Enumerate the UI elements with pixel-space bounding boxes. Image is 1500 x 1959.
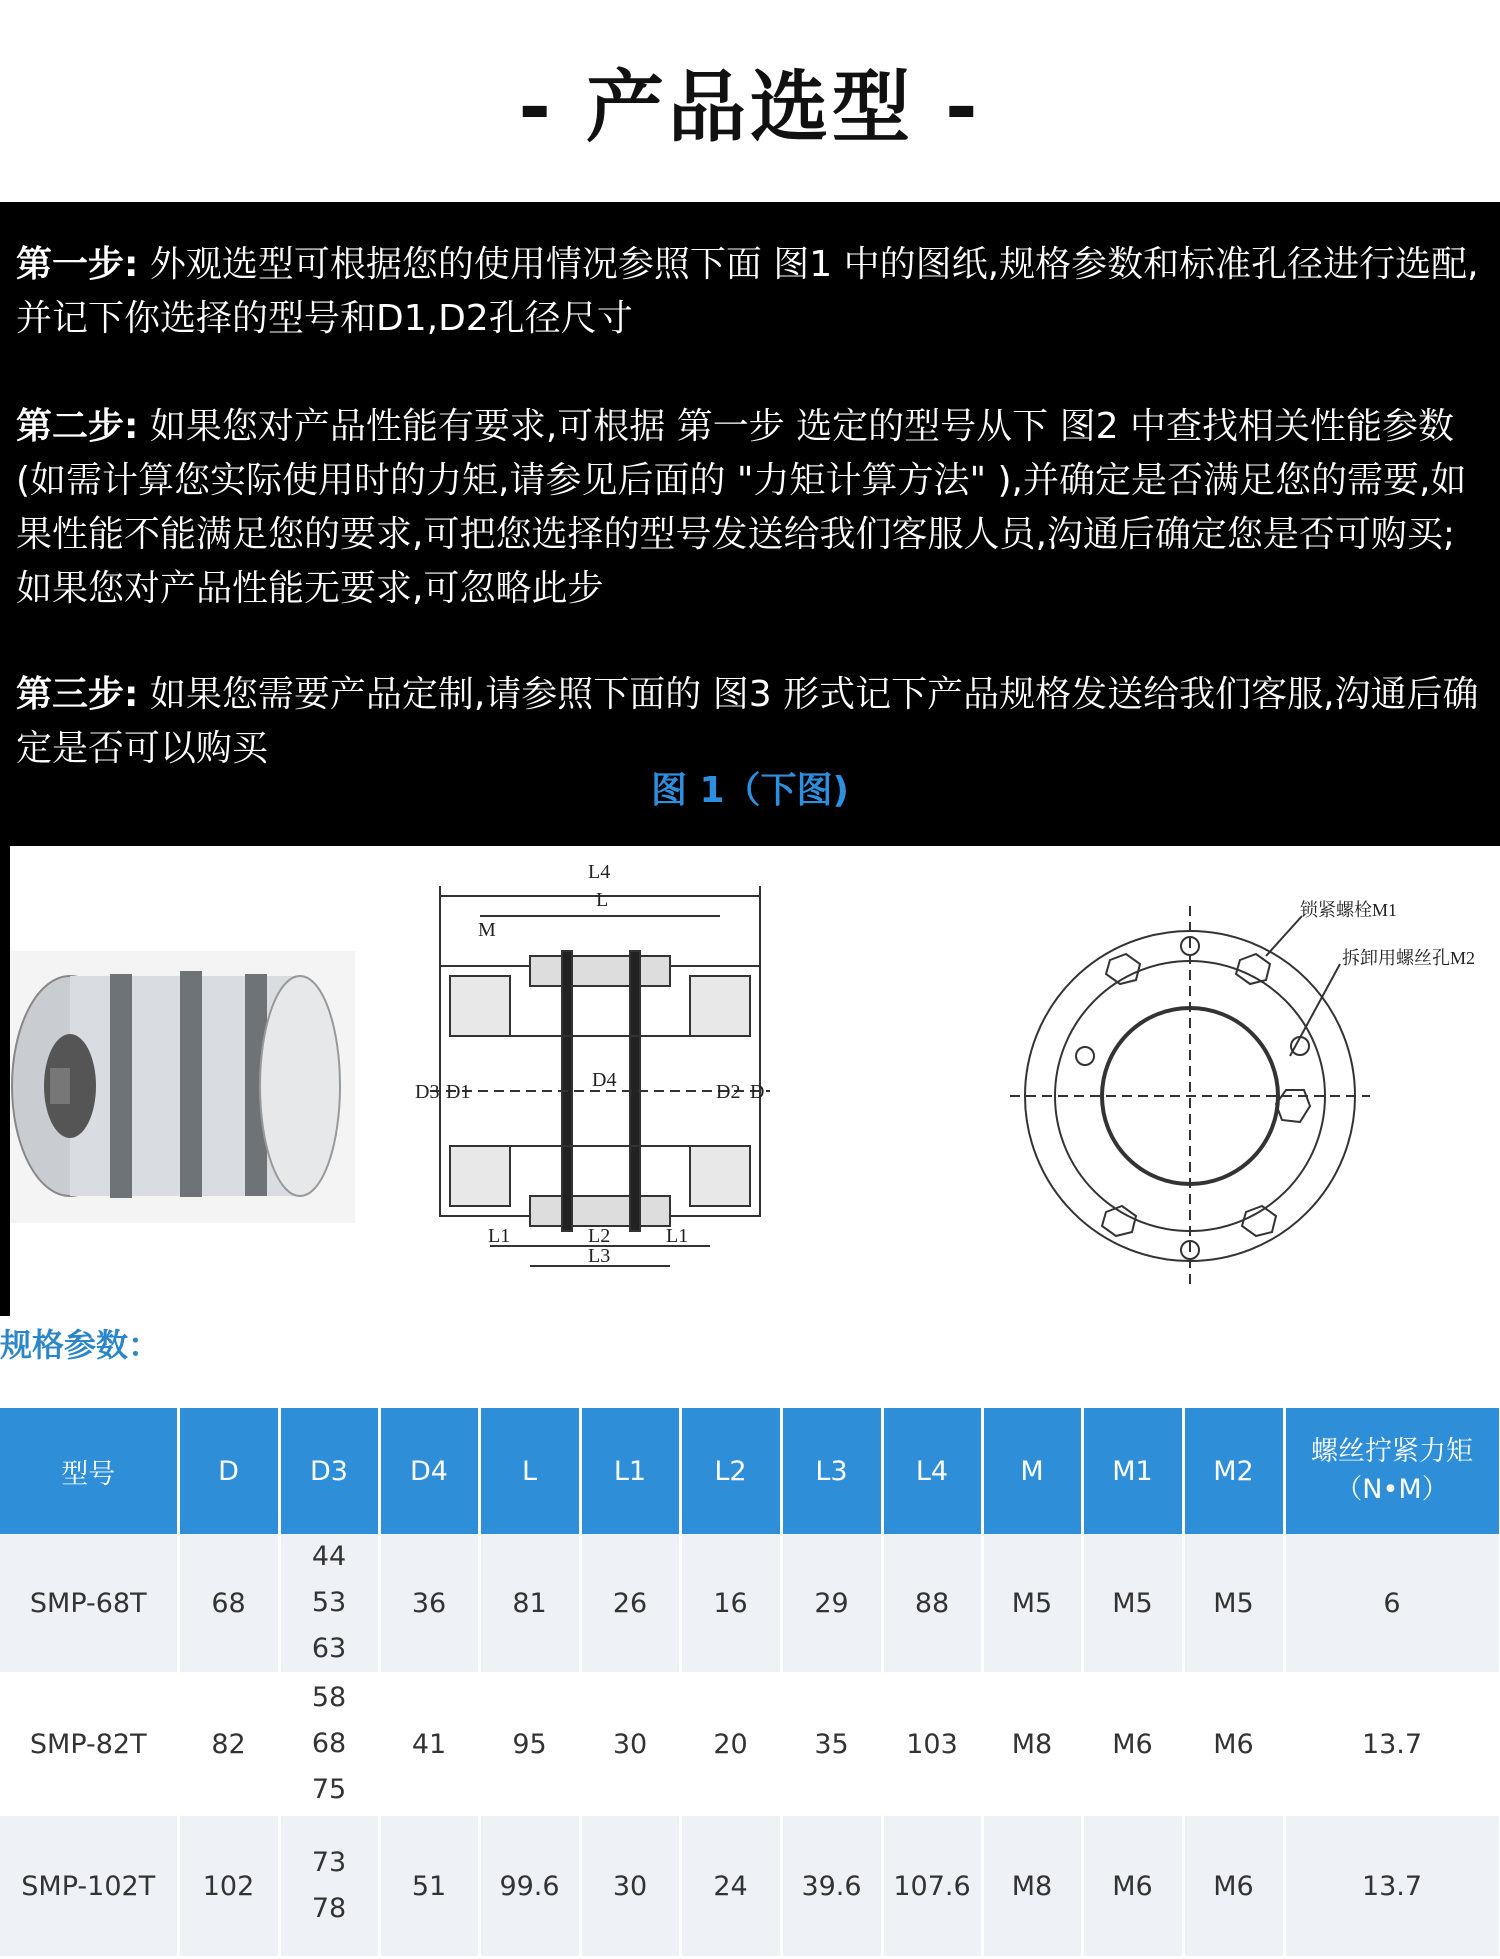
- cell-m2: M5: [1183, 1534, 1284, 1674]
- label-m: M: [478, 919, 496, 941]
- table-header-row: [0, 1408, 1500, 1534]
- d3-value: 58: [311, 1682, 347, 1713]
- end-view-labels: [1300, 900, 1475, 968]
- cell-model: SMP-102T: [0, 1815, 178, 1958]
- header-d3: D3: [279, 1408, 379, 1534]
- cell-d3: [279, 1815, 379, 1958]
- cell-l: 99.6: [479, 1815, 580, 1958]
- coupling-drawing: [10, 846, 1500, 1316]
- cell-d3: [279, 1674, 379, 1815]
- cell-m2: M6: [1183, 1674, 1284, 1815]
- step-3-label: 第三步:: [16, 674, 139, 715]
- d3-value: 73: [311, 1847, 347, 1878]
- cell-m1: M6: [1082, 1815, 1183, 1958]
- step-2-text: 如果您对产品性能有要求,可根据 第一步 选定的型号从下 图2 中查找相关性能参数(如需计算您实际使用时的力矩,请参见后面的 "力矩计算方法" ),并确定是否满足您的需要,如果性能不能满足您的要求,可把您选择的型号发送给我们客服人员,沟通后确定您是否可购买;如果您对产品性能无要求,可忽略此步: [16, 406, 1467, 609]
- cell-torque: 6: [1284, 1534, 1500, 1674]
- step-3-text: 如果您需要产品定制,请参照下面的 图3 形式记下产品规格发送给我们客服,沟通后确定是否可以购买: [16, 674, 1479, 769]
- header-model: 型号: [0, 1408, 178, 1534]
- cell-d: 82: [178, 1674, 279, 1815]
- page-title: - 产品选型 -: [0, 0, 1500, 202]
- cell-m1: M6: [1082, 1674, 1183, 1815]
- header-l1: L1: [580, 1408, 680, 1534]
- header-l: L: [479, 1408, 580, 1534]
- header-d4: D4: [379, 1408, 479, 1534]
- left-edge-bar: [0, 846, 10, 1316]
- d3-value: 44: [311, 1541, 347, 1572]
- cell-l2: 20: [680, 1674, 781, 1815]
- label-l1-left: L1: [488, 1225, 511, 1247]
- cell-l3: 39.6: [781, 1815, 882, 1958]
- cell-d: 68: [178, 1534, 279, 1674]
- label-l2: L2: [588, 1225, 611, 1247]
- end-view: [1010, 906, 1370, 1286]
- spec-heading: 规格参数：: [0, 1326, 161, 1364]
- table-row: [0, 1815, 1500, 1958]
- cell-m: M8: [982, 1674, 1082, 1815]
- label-l4: L4: [588, 861, 611, 883]
- step-1: [16, 238, 1486, 346]
- cell-l4: 107.6: [882, 1815, 982, 1958]
- figure-caption: 图 1（下图): [650, 770, 850, 811]
- table-row: [0, 1674, 1500, 1815]
- cell-l1: 30: [580, 1674, 680, 1815]
- d3-value: 53: [311, 1587, 347, 1618]
- cell-m1: M5: [1082, 1534, 1183, 1674]
- header-m: M: [982, 1408, 1082, 1534]
- steps-panel: [0, 202, 1500, 846]
- cell-m: M5: [982, 1534, 1082, 1674]
- cell-l4: 103: [882, 1674, 982, 1815]
- label-m2: 拆卸用螺丝孔M2: [1342, 948, 1476, 968]
- step-1-text: 外观选型可根据您的使用情况参照下面 图1 中的图纸,规格参数和标准孔径进行选配,并记下你选择的型号和D1,D2孔径尺寸: [16, 244, 1479, 339]
- label-l3: L3: [588, 1245, 611, 1267]
- cell-m: M8: [982, 1815, 1082, 1958]
- d3-value: 75: [311, 1774, 347, 1805]
- d3-value: 63: [311, 1633, 347, 1664]
- header-l4: L4: [882, 1408, 982, 1534]
- cell-d3: [279, 1534, 379, 1674]
- cell-torque: 13.7: [1284, 1674, 1500, 1815]
- cell-l4: 88: [882, 1534, 982, 1674]
- header-m1: M1: [1082, 1408, 1183, 1534]
- cell-torque: 13.7: [1284, 1815, 1500, 1958]
- spec-table: [0, 1408, 1500, 1959]
- label-d4: D4: [592, 1069, 617, 1091]
- step-1-label: 第一步:: [16, 244, 139, 285]
- cell-l: 95: [479, 1674, 580, 1815]
- label-d3: D3: [415, 1081, 440, 1103]
- cell-l2: 16: [680, 1534, 781, 1674]
- cell-d4: 51: [379, 1815, 479, 1958]
- d3-value: 78: [311, 1893, 347, 1924]
- table-row: [0, 1534, 1500, 1674]
- header-torque: 螺丝拧紧力矩（N•M）: [1284, 1408, 1500, 1534]
- header-l2: L2: [680, 1408, 781, 1534]
- label-d2: D2: [716, 1081, 741, 1103]
- cell-d: 102: [178, 1815, 279, 1958]
- step-2: [16, 400, 1486, 616]
- d3-value: 68: [311, 1728, 347, 1759]
- product-photo: [10, 951, 355, 1223]
- cell-l1: 30: [580, 1815, 680, 1958]
- cell-model: SMP-68T: [0, 1534, 178, 1674]
- label-d1: D1: [446, 1081, 471, 1103]
- cell-l2: 24: [680, 1815, 781, 1958]
- label-d: D: [750, 1081, 765, 1103]
- cell-l: 81: [479, 1534, 580, 1674]
- header-m2: M2: [1183, 1408, 1284, 1534]
- label-m1: 锁紧螺栓M1: [1300, 900, 1398, 920]
- label-l1-right: L1: [666, 1225, 689, 1247]
- header-l3: L3: [781, 1408, 882, 1534]
- cell-m2: M6: [1183, 1815, 1284, 1958]
- label-l: L: [596, 889, 609, 911]
- step-2-label: 第二步:: [16, 406, 139, 447]
- cell-l3: 35: [781, 1674, 882, 1815]
- cell-l3: 29: [781, 1534, 882, 1674]
- cell-d4: 36: [379, 1534, 479, 1674]
- step-3: [16, 668, 1486, 776]
- cell-d4: 41: [379, 1674, 479, 1815]
- cell-model: SMP-82T: [0, 1674, 178, 1815]
- cell-l1: 26: [580, 1534, 680, 1674]
- header-d: D: [178, 1408, 279, 1534]
